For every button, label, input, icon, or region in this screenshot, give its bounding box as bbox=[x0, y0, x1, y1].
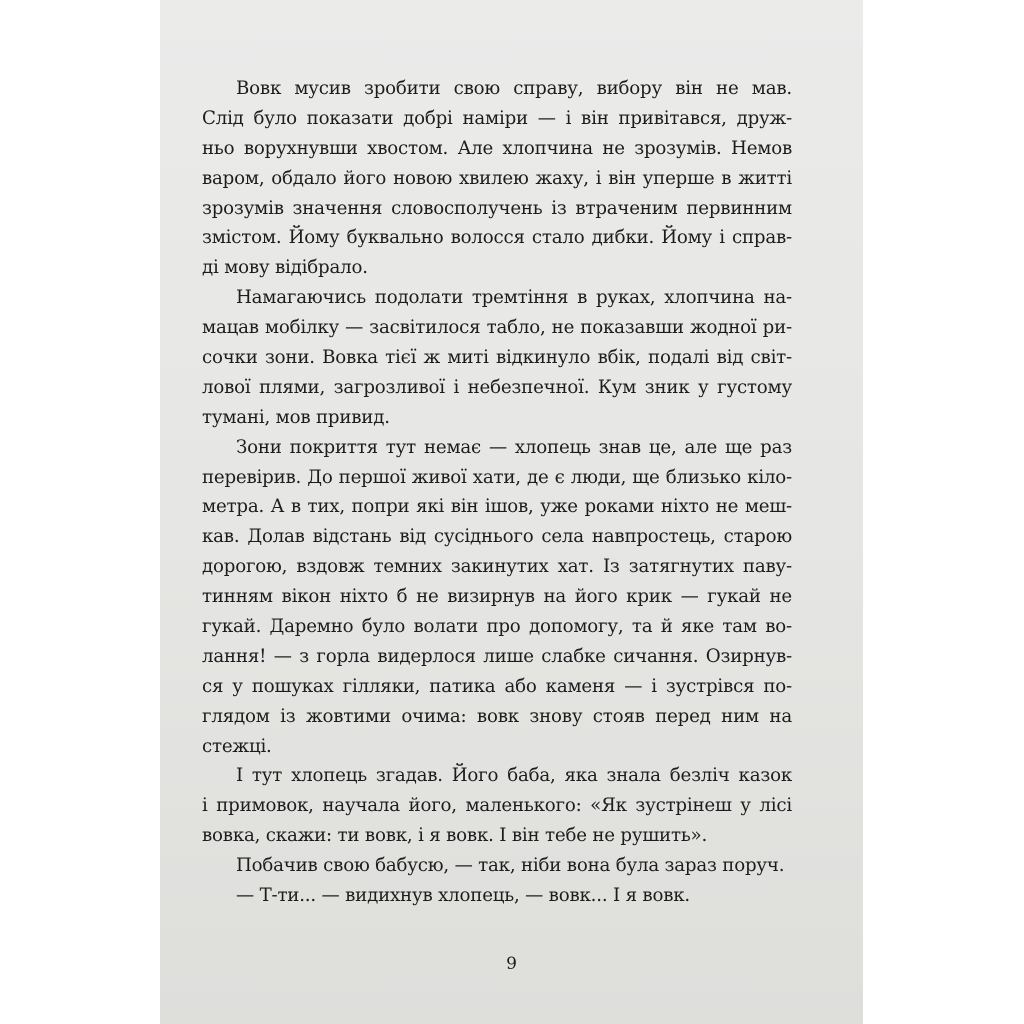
text-line: варом, обдало його новою хвилею жаху, і він уперше в житті bbox=[202, 167, 792, 189]
text-line: сочки зони. Вовка тієї ж миті відкинуло вбік, подалі від світ- bbox=[202, 347, 792, 369]
text-line: Намагаючись подолати тремтіння в руках, хлопчина на- bbox=[236, 287, 792, 309]
text-line: Зони покриття тут немає — хлопець знав це, але ще раз bbox=[236, 436, 792, 458]
text-line: перевірив. До першої живої хати, де є люди, ще близько кіло- bbox=[202, 466, 792, 488]
book-page bbox=[160, 0, 863, 1024]
text-line: лової плями, загрозливої і небезпечної. Кум зник у густому bbox=[202, 376, 792, 398]
text-line: тинням вікон ніхто б не визирнув на його крик — гукай не bbox=[202, 586, 792, 608]
text-line: стежці. bbox=[202, 735, 272, 757]
text-line: тумані, мов привид. bbox=[202, 406, 390, 428]
text-line: Слід було показати добрі наміри — і він привітався, друж- bbox=[202, 107, 792, 129]
text-line: вовка, скажи: ти вовк, і я вовк. І він тебе не рушить». bbox=[202, 825, 708, 847]
text-line: ся у пошуках гілляки, патика або каменя — і зустрівся по- bbox=[202, 675, 792, 697]
text-line: змістом. Йому буквально волосся стало дибки. Йому і справ- bbox=[202, 227, 792, 249]
text-line: ньо ворухнувши хвостом. Але хлопчина не зрозумів. Немов bbox=[202, 137, 792, 159]
text-line: кав. Долав відстань від сусіднього села навпростець, старою bbox=[202, 526, 792, 548]
text-line: і примовок, научала його, маленького: «Як зустрінеш у лісі bbox=[202, 795, 792, 817]
body-text bbox=[202, 74, 792, 911]
text-line: метра. А в тих, попри які він ішов, уже роками ніхто не меш- bbox=[202, 496, 792, 518]
text-line: Побачив свою бабусю, — так, ніби вона була зараз поруч. bbox=[236, 855, 785, 877]
text-line: дорогою, вздовж темних закинутих хат. Із затягнутих паву- bbox=[202, 556, 792, 578]
text-line: І тут хлопець згадав. Його баба, яка знала безліч казок bbox=[236, 765, 792, 787]
text-line: Вовк мусив зробити свою справу, вибору він не мав. bbox=[236, 78, 792, 99]
text-line: лання! — з горла видерлося лише слабке сичання. Озирнув- bbox=[202, 645, 792, 667]
text-line: — Т-ти... — видихнув хлопець, — вовк... І я вовк. bbox=[236, 885, 690, 907]
text-line: мацав мобілку — засвітилося табло, не показавши жодної ри- bbox=[202, 317, 792, 339]
text-line: гукай. Даремно було волати про допомогу, та й яке там во- bbox=[202, 616, 792, 638]
page-number: 9 bbox=[506, 954, 517, 974]
text-line: глядом із жовтими очима: вовк знову стояв перед ним на bbox=[202, 705, 792, 727]
text-line: ді мову відібрало. bbox=[202, 257, 368, 279]
text-line: зрозумів значення словосполучень із втраченим первинним bbox=[202, 197, 792, 219]
